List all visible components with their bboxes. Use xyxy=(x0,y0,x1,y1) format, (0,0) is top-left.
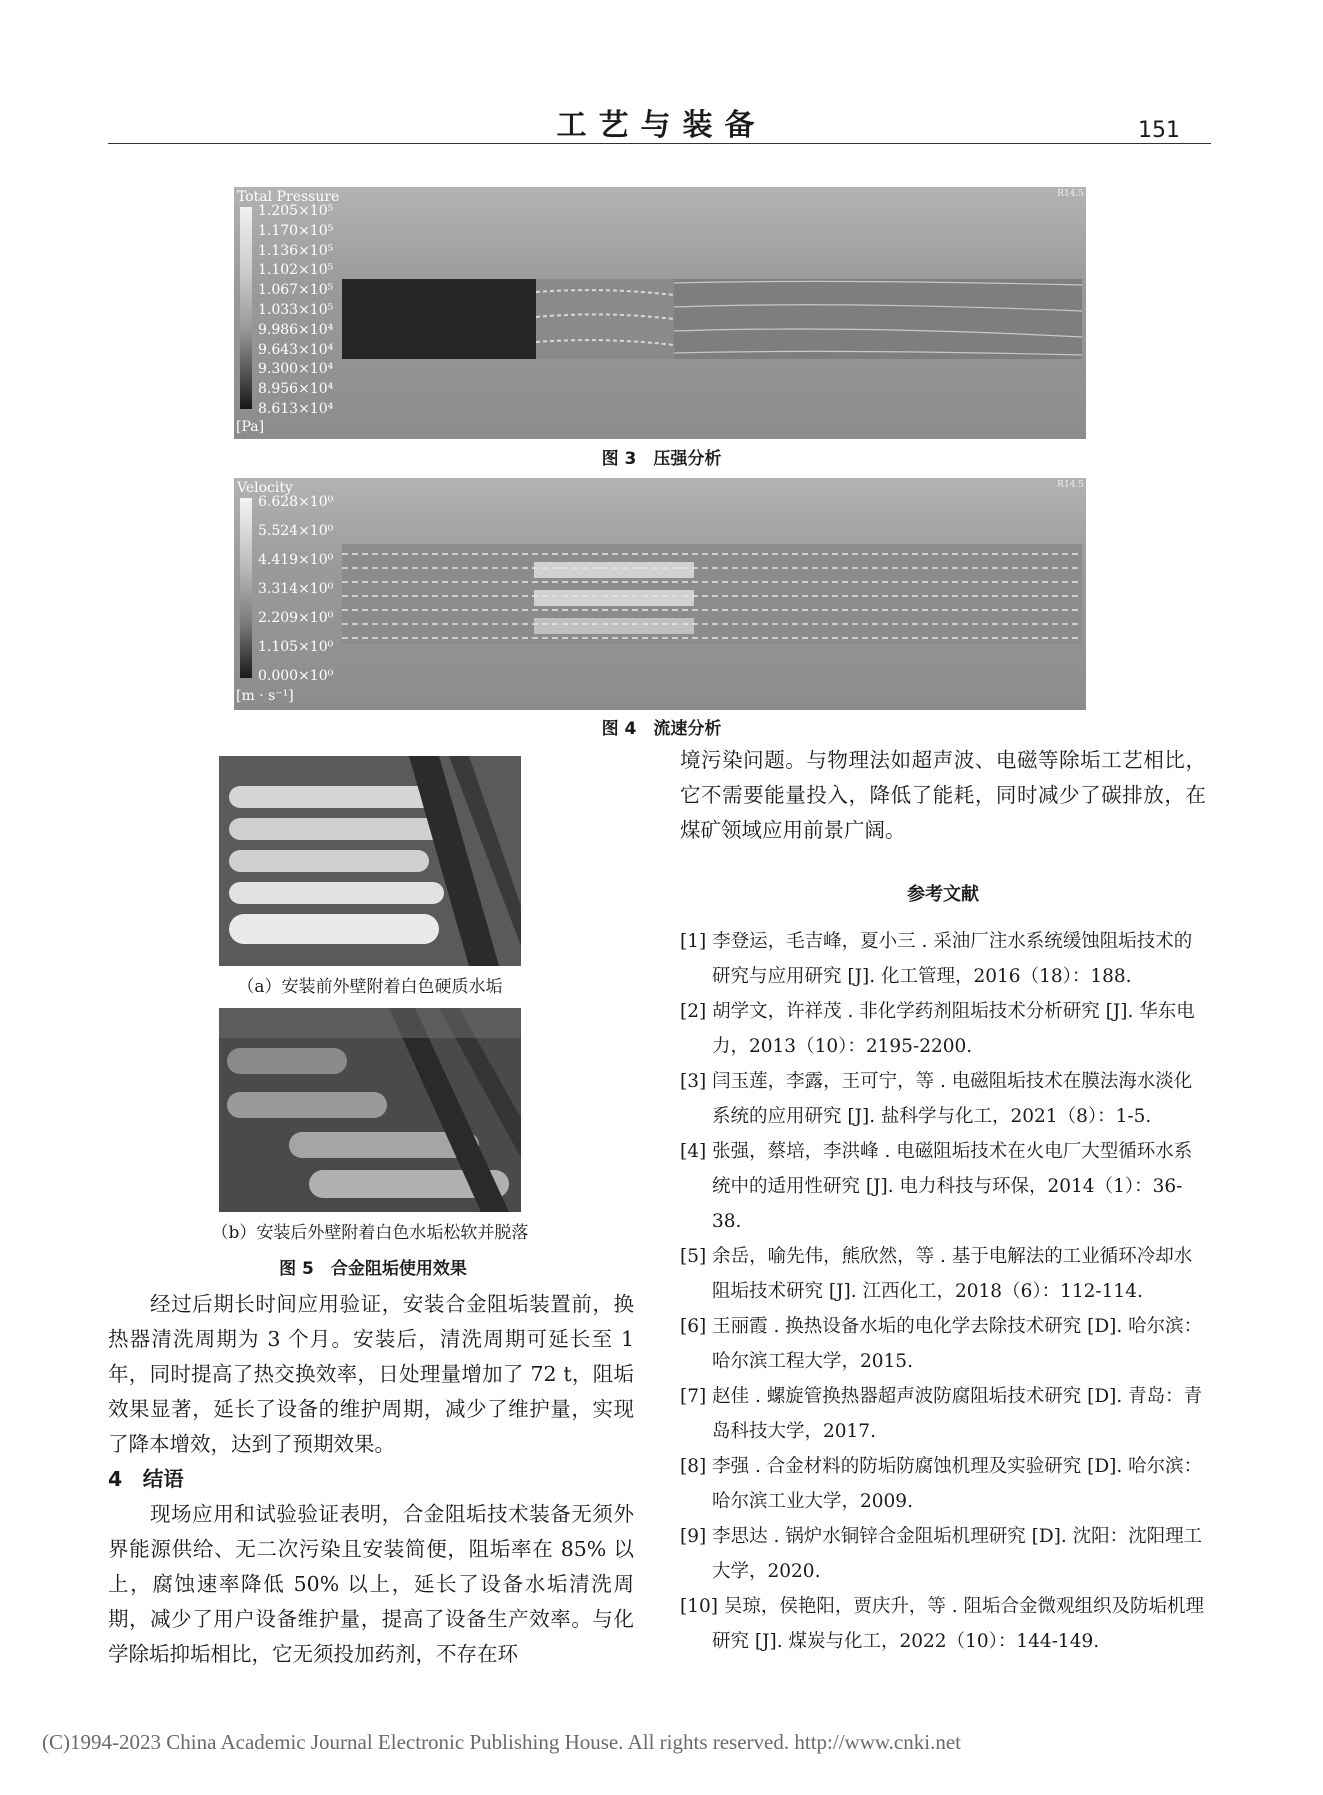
figure-3-pressure-contour xyxy=(234,187,1086,439)
figure-5a-photo xyxy=(219,756,521,966)
legend-value: 1.033×10⁵ xyxy=(258,302,334,318)
velocity-field xyxy=(234,478,1086,710)
page-number: 151 xyxy=(1138,118,1180,143)
paragraph-conclusion: 现场应用和试验验证表明，合金阻垢技术装备无须外界能源供给、无二次污染且安装简便，阻垢率在 85% 以上，腐蚀速率降低 50% 以上，延长了设备水垢清洗周期，减少了用户设备维护量，提高了设备生产效率。与化学除垢抑垢相比，它无须投加药剂，不存在环 xyxy=(108,1502,634,1666)
figure-4-caption: 图 4 流速分析 xyxy=(601,719,722,739)
reference-item: [6] 王丽霞 . 换热设备水垢的电化学去除技术研究 [D]. 哈尔滨：哈尔滨工程大学，2015. xyxy=(680,1316,1203,1372)
reference-item: [10] 吴琼，侯艳阳，贾庆升，等 . 阻垢合金微观组织及防垢机理研究 [J]. 煤炭与化工，2022（10）：144-149. xyxy=(680,1596,1205,1652)
figure-4-velocity-vectors xyxy=(234,478,1086,710)
paragraph-conclusion-cont: 境污染问题。与物理法如超声波、电磁等除垢工艺相比，它不需要能量投入，降低了能耗，同时减少了碳排放，在煤矿领域应用前景广阔。 xyxy=(680,748,1206,842)
legend-value: 1.102×10⁵ xyxy=(258,262,334,279)
reference-item: [2] 胡学文，许祥茂 . 非化学药剂阻垢技术分析研究 [J]. 华东电力，2013（10）：2195-2200. xyxy=(680,1001,1195,1057)
legend-value: 1.067×10⁵ xyxy=(258,282,334,299)
legend-title: Velocity xyxy=(237,480,293,496)
reference-item: [8] 李强 . 合金材料的防垢防腐蚀机理及实验研究 [D]. 哈尔滨：哈尔滨工业大学，2009. xyxy=(680,1456,1203,1512)
figure-5a-subcaption: （a）安装前外壁附着白色硬质水垢 xyxy=(237,977,503,997)
legend-unit: [Pa] xyxy=(236,419,265,435)
references-heading: 参考文献 xyxy=(907,884,979,905)
legend-value: 8.613×10⁴ xyxy=(258,401,334,417)
legend-value: 2.209×10⁰ xyxy=(258,610,334,626)
reference-item: [9] 李思达 . 锅炉水铜锌合金阻垢机理研究 [D]. 沈阳：沈阳理工大学，2020. xyxy=(680,1526,1203,1582)
paragraph-results: 经过后期长时间应用验证，安装合金阻垢装置前，换热器清洗周期为 3 个月。安装后，清洗周期可延长至 1 年，同时提高了热交换效率，日处理量增加了 72 t，阻垢效果显著，延长了设备的维护周期，减少了维护量，实现了降本增效，达到了预期效果。 xyxy=(108,1292,634,1456)
legend-value: 9.986×10⁴ xyxy=(258,321,334,338)
figure-5b-photo xyxy=(219,1008,521,1212)
legend-value: 6.628×10⁰ xyxy=(258,494,334,510)
figure-3-caption: 图 3 压强分析 xyxy=(601,449,722,469)
figure-5-caption: 图 5 合金阻垢使用效果 xyxy=(279,1259,467,1279)
legend-value: 1.105×10⁰ xyxy=(258,639,334,655)
legend-value: 8.956×10⁴ xyxy=(258,381,334,398)
right-column xyxy=(680,743,1206,848)
reference-item: [3] 闫玉莲，李露，王可宁，等 . 电磁阻垢技术在膜法海水淡化系统的应用研究 [J]. 盐科学与化工，2021（8）：1-5. xyxy=(680,1071,1193,1127)
pipes-with-scale-image xyxy=(219,756,521,966)
left-column xyxy=(108,1287,634,1672)
legend-value: 1.170×10⁵ xyxy=(258,222,334,239)
legend-unit: [m · s⁻¹] xyxy=(236,688,294,704)
pressure-field xyxy=(234,187,1086,439)
section-heading-conclusion: 4 结语 xyxy=(108,1467,184,1491)
version-label: R14.5 xyxy=(1057,480,1084,490)
pipes-after-descaling-image xyxy=(219,1008,521,1212)
legend-value: 5.524×10⁰ xyxy=(258,523,334,539)
figure-5b-subcaption: （b）安装后外壁附着白色水垢松软并脱落 xyxy=(211,1223,529,1243)
legend-value: 0.000×10⁰ xyxy=(258,668,334,684)
header-rule xyxy=(108,143,1211,144)
legend-value: 9.300×10⁴ xyxy=(258,361,334,378)
legend-value: 4.419×10⁰ xyxy=(258,552,334,568)
reference-item: [1] 李登运，毛吉峰，夏小三 . 采油厂注水系统缓蚀阻垢技术的研究与应用研究 [J]. 化工管理，2016（18）：188. xyxy=(680,931,1193,987)
reference-item: [4] 张强，蔡培，李洪峰 . 电磁阻垢技术在火电厂大型循环水系统中的适用性研究 [J]. 电力科技与环保，2014（1）：36-38. xyxy=(680,1141,1193,1232)
reference-item: [7] 赵佳 . 螺旋管换热器超声波防腐阻垢技术研究 [D]. 青岛：青岛科技大学，2017. xyxy=(680,1386,1203,1442)
legend-title: Total Pressure xyxy=(237,189,340,205)
legend-value: 1.205×10⁵ xyxy=(258,203,334,219)
running-header-title: 工艺与装备 xyxy=(556,108,767,143)
legend-value: 1.136×10⁵ xyxy=(258,242,334,259)
copyright-footer: (C)1994-2023 China Academic Journal Electronic Publishing House. All rights reserved. http://www.cnki.net xyxy=(42,1730,961,1754)
legend-value: 3.314×10⁰ xyxy=(258,581,334,597)
reference-item: [5] 余岳，喻先伟，熊欣然，等 . 基于电解法的工业循环冷却水阻垢技术研究 [J]. 江西化工，2018（6）：112-114. xyxy=(680,1246,1193,1302)
version-label: R14.5 xyxy=(1057,189,1084,199)
legend-value: 9.643×10⁴ xyxy=(258,341,334,358)
reference-list xyxy=(680,924,1208,1659)
